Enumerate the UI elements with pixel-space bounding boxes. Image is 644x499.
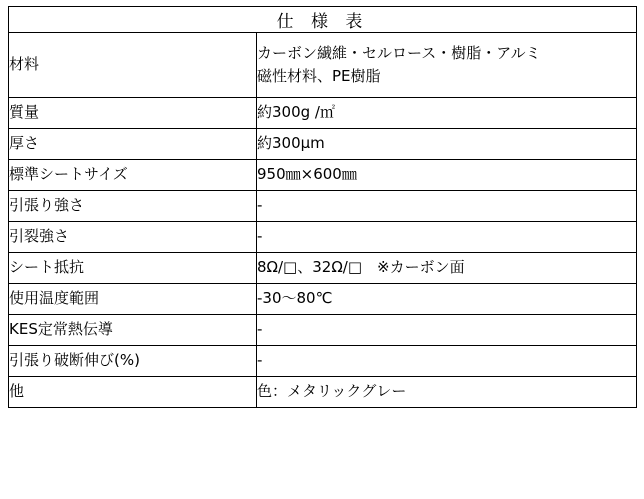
table-row [9,191,637,222]
table-row [9,377,637,408]
table-row [9,253,637,284]
row-label: 引張り強さ [9,191,257,222]
row-value [257,33,637,98]
row-value-line: 磁性材料、PE樹脂 [257,67,381,85]
row-label: 使用温度範囲 [9,284,257,315]
row-label: 標準シートサイズ [9,160,257,191]
row-value: - [257,315,637,346]
row-label: 質量 [9,98,257,129]
row-label: 材料 [9,33,257,98]
row-value: 950㎜×600㎜ [257,160,637,191]
table-body [9,7,637,408]
row-value: 約300g /㎡ [257,98,637,129]
row-label: KES定常熱伝導 [9,315,257,346]
specification-table [8,6,637,408]
row-value: - [257,191,637,222]
row-label: 引裂強さ [9,222,257,253]
table-row [9,33,637,98]
table-row [9,129,637,160]
table-title-row [9,7,637,33]
row-label: シート抵抗 [9,253,257,284]
row-value: 約300μm [257,129,637,160]
row-label: 他 [9,377,257,408]
table-row [9,98,637,129]
row-value: - [257,222,637,253]
table-row [9,160,637,191]
table-row [9,222,637,253]
table-title: 仕 様 表 [9,7,637,33]
table-row [9,315,637,346]
table-row [9,284,637,315]
row-value-line: カーボン繊維・セルロース・樹脂・アルミ [257,43,541,62]
table-row [9,346,637,377]
row-value: 色：メタリックグレー [257,377,637,408]
row-value: 8Ω/□、32Ω/□ ※カーボン面 [257,253,637,284]
row-label: 引張り破断伸び(%) [9,346,257,377]
row-value: -30～80℃ [257,284,637,315]
row-value: - [257,346,637,377]
row-label: 厚さ [9,129,257,160]
